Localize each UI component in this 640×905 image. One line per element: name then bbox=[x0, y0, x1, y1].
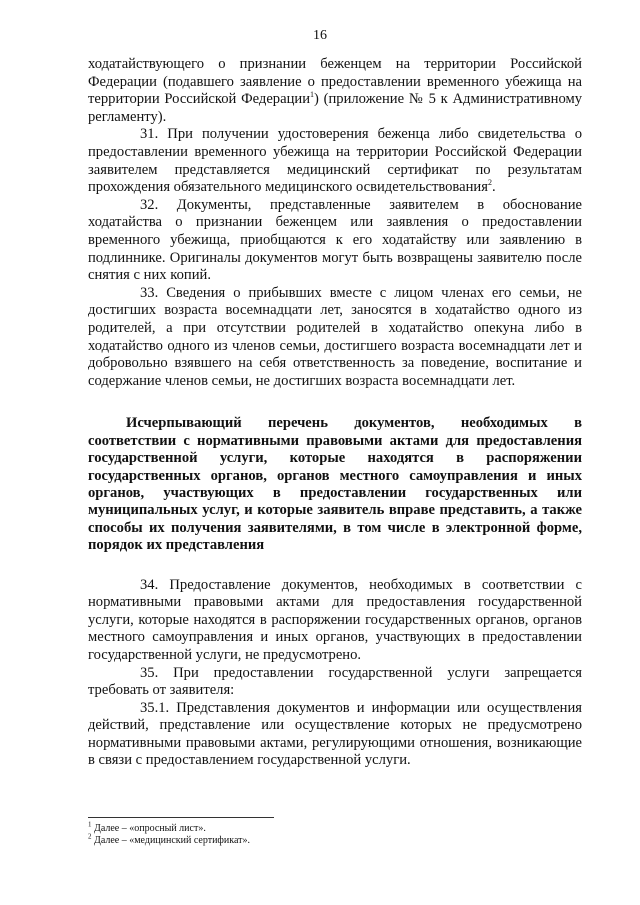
footnote-number: 1 bbox=[88, 820, 92, 829]
paragraph-34: 34. Предоставление документов, необходимых в соответствии с нормативными правовыми актами для предоставления государственной услуги, которые находятся в распоряжении государственных органов, органов местного самоуправления и иных органов, участвующих в предоставлении государственной услуги, не предусмотрено. bbox=[88, 576, 582, 663]
footnote-divider bbox=[88, 817, 274, 818]
paragraph-text-tail: . bbox=[491, 179, 496, 196]
paragraph-35-1: 35.1. Представления документов и информации или осуществления действий, представление или осуществление которых не предусмотрено нормативными правовыми актами, регулирующими отношения, возникающие в связи с предоставлением государственной услуги. bbox=[88, 699, 582, 769]
page-number: 16 bbox=[313, 28, 327, 43]
paragraph-text: ходатайствующего о признании беженцем на территории Российской Федерации (подавшего заявление о предоставлении временного убежища на территории Российской Федерации bbox=[88, 56, 582, 108]
document-body bbox=[88, 56, 582, 770]
paragraph-continuation bbox=[88, 56, 582, 126]
footnote-ref-1: 1 bbox=[310, 90, 315, 100]
paragraph-32: 32. Документы, представленные заявителем в обоснование ходатайства о признании беженцем или заявления о предоставлении временного убежища, приобщаются к его ходатайству или заявлению в подлиннике. Оригиналы документов могут быть возвращены заявителю после снятия с них копий. bbox=[88, 196, 582, 284]
footnote-text: Далее – «опросный лист». bbox=[94, 823, 206, 834]
paragraph-33: 33. Сведения о прибывших вместе с лицом членах его семьи, не достигших возраста восемнадцати лет, заносятся в ходатайство одного из родителей, а при отсутствии родителей в ходатайство опекуна либо в ходатайство одного из членов семьи, достигшего возраста восемнадцати лет и добровольно взявшего на себя ответственность за поведение, воспитание и содержание членов семьи, не достигших возраста восемнадцати лет. bbox=[88, 284, 582, 389]
paragraph-35: 35. При предоставлении государственной услуги запрещается требовать от заявителя: bbox=[88, 664, 582, 699]
footnote-2 bbox=[88, 832, 582, 847]
paragraph-text-tail: ) (приложение № 5 к Административному регламенту). bbox=[88, 91, 583, 125]
footnote-ref-2: 2 bbox=[487, 178, 492, 188]
footnote-1 bbox=[88, 820, 582, 835]
footnote-number: 2 bbox=[88, 832, 92, 841]
paragraph-text: 31. При получении удостоверения беженца либо свидетельства о предоставлении временного убежища на территории Российской Федерации заявителем представляется медицинский сертификат по результатам прохождения обязательного медицинского освидетельствования bbox=[88, 126, 582, 196]
section-heading: Исчерпывающий перечень документов, необходимых в соответствии с нормативными правовыми актами для предоставления государственной услуги, которые находятся в распоряжении государственных органов, органов местного самоуправления и иных органов, участвующих в предоставлении государственных или муниципальных услуг, и которые заявитель вправе представить, а также способы их получения заявителями, в том числе в электронной форме, порядок их представления bbox=[88, 415, 582, 554]
footnote-text: Далее – «медицинский сертификат». bbox=[94, 835, 251, 846]
footnotes bbox=[88, 820, 582, 847]
paragraph-31 bbox=[88, 126, 582, 196]
